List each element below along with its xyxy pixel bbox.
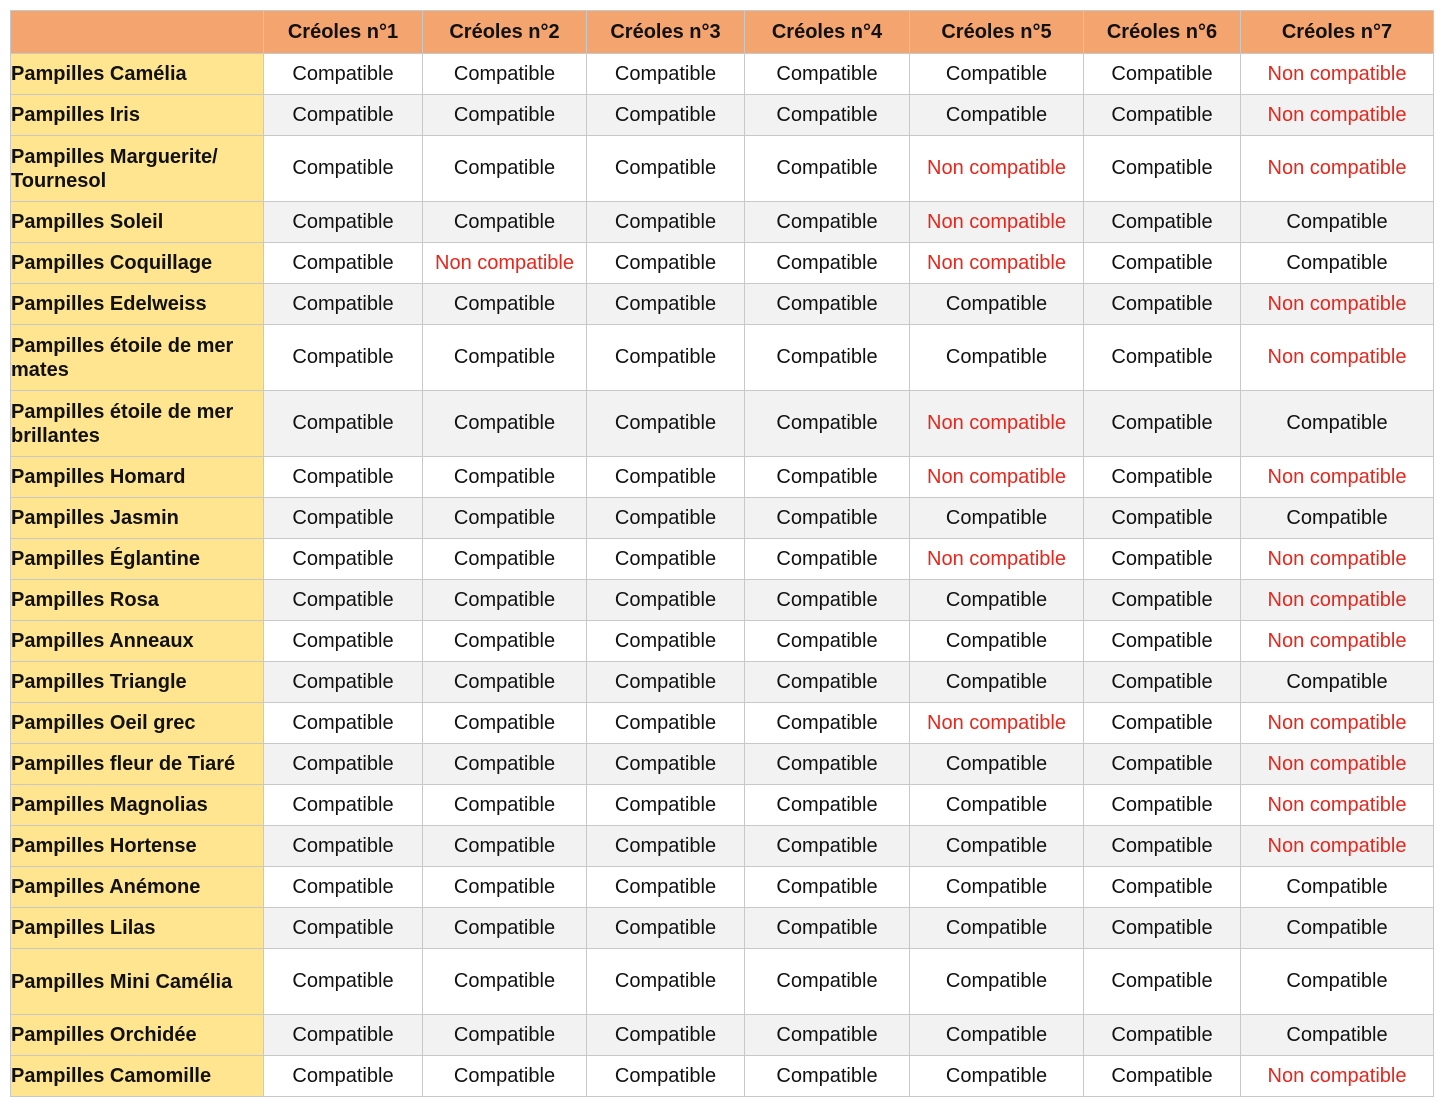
table-row <box>11 908 1434 949</box>
table-row <box>11 391 1434 457</box>
compatible-cell: Compatible <box>587 498 745 539</box>
compatible-cell: Compatible <box>1241 498 1434 539</box>
row-label: Pampilles Oeil grec <box>11 703 264 744</box>
table-row <box>11 202 1434 243</box>
row-label: Pampilles Jasmin <box>11 498 264 539</box>
compatible-cell: Compatible <box>910 621 1084 662</box>
compatible-cell: Compatible <box>264 1015 423 1056</box>
compatible-cell: Compatible <box>1241 908 1434 949</box>
non-compatible-cell: Non compatible <box>910 391 1084 457</box>
compatible-cell: Compatible <box>587 202 745 243</box>
compatible-cell: Compatible <box>587 54 745 95</box>
compatible-cell: Compatible <box>587 867 745 908</box>
compatible-cell: Compatible <box>745 284 910 325</box>
non-compatible-cell: Non compatible <box>1241 703 1434 744</box>
row-label: Pampilles Edelweiss <box>11 284 264 325</box>
compatible-cell: Compatible <box>423 95 587 136</box>
table-row <box>11 744 1434 785</box>
table-row <box>11 580 1434 621</box>
row-label: Pampilles Magnolias <box>11 785 264 826</box>
compatible-cell: Compatible <box>745 621 910 662</box>
row-label: Pampilles Soleil <box>11 202 264 243</box>
compatible-cell: Compatible <box>745 867 910 908</box>
compatible-cell: Compatible <box>1241 949 1434 1015</box>
row-label: Pampilles étoile de mer brillantes <box>11 391 264 457</box>
non-compatible-cell: Non compatible <box>1241 54 1434 95</box>
compatible-cell: Compatible <box>264 243 423 284</box>
compatible-cell: Compatible <box>745 136 910 202</box>
table-row <box>11 621 1434 662</box>
non-compatible-cell: Non compatible <box>1241 580 1434 621</box>
compatible-cell: Compatible <box>1084 243 1241 284</box>
compatible-cell: Compatible <box>1241 662 1434 703</box>
row-label: Pampilles Camélia <box>11 54 264 95</box>
table-row <box>11 785 1434 826</box>
compatible-cell: Compatible <box>264 785 423 826</box>
row-label: Pampilles Coquillage <box>11 243 264 284</box>
compatible-cell: Compatible <box>745 54 910 95</box>
table-row <box>11 95 1434 136</box>
compatible-cell: Compatible <box>1084 54 1241 95</box>
compatible-cell: Compatible <box>1241 202 1434 243</box>
column-header: Créoles n°3 <box>587 11 745 54</box>
table-row <box>11 325 1434 391</box>
compatible-cell: Compatible <box>910 662 1084 703</box>
row-label: Pampilles Orchidée <box>11 1015 264 1056</box>
compatible-cell: Compatible <box>1084 1015 1241 1056</box>
row-label: Pampilles Anémone <box>11 867 264 908</box>
compatible-cell: Compatible <box>745 744 910 785</box>
compatible-cell: Compatible <box>1084 284 1241 325</box>
compatible-cell: Compatible <box>910 785 1084 826</box>
compatible-cell: Compatible <box>423 54 587 95</box>
compatible-cell: Compatible <box>423 1056 587 1097</box>
compatible-cell: Compatible <box>264 325 423 391</box>
compatible-cell: Compatible <box>1241 391 1434 457</box>
compatible-cell: Compatible <box>1084 867 1241 908</box>
compatible-cell: Compatible <box>264 662 423 703</box>
compatible-cell: Compatible <box>1084 1056 1241 1097</box>
compatible-cell: Compatible <box>745 703 910 744</box>
compatible-cell: Compatible <box>745 1056 910 1097</box>
table-row <box>11 54 1434 95</box>
compatible-cell: Compatible <box>1241 867 1434 908</box>
compatible-cell: Compatible <box>910 580 1084 621</box>
non-compatible-cell: Non compatible <box>910 539 1084 580</box>
table-row <box>11 1056 1434 1097</box>
compatible-cell: Compatible <box>264 539 423 580</box>
compatible-cell: Compatible <box>1084 391 1241 457</box>
compatible-cell: Compatible <box>423 202 587 243</box>
compatible-cell: Compatible <box>1084 95 1241 136</box>
compatible-cell: Compatible <box>423 325 587 391</box>
compatible-cell: Compatible <box>264 949 423 1015</box>
row-label: Pampilles Lilas <box>11 908 264 949</box>
compatible-cell: Compatible <box>264 703 423 744</box>
compatible-cell: Compatible <box>1241 243 1434 284</box>
table-row <box>11 457 1434 498</box>
compatible-cell: Compatible <box>423 136 587 202</box>
non-compatible-cell: Non compatible <box>910 703 1084 744</box>
compatible-cell: Compatible <box>1084 136 1241 202</box>
table-body <box>11 54 1434 1097</box>
compatible-cell: Compatible <box>264 908 423 949</box>
table-row <box>11 867 1434 908</box>
row-label: Pampilles Iris <box>11 95 264 136</box>
compatible-cell: Compatible <box>587 703 745 744</box>
compatible-cell: Compatible <box>745 908 910 949</box>
row-label: Pampilles Homard <box>11 457 264 498</box>
table-row <box>11 826 1434 867</box>
compatible-cell: Compatible <box>1084 785 1241 826</box>
compatible-cell: Compatible <box>587 539 745 580</box>
compatible-cell: Compatible <box>745 662 910 703</box>
row-label: Pampilles fleur de Tiaré <box>11 744 264 785</box>
compatible-cell: Compatible <box>587 621 745 662</box>
compatible-cell: Compatible <box>264 54 423 95</box>
compatible-cell: Compatible <box>423 284 587 325</box>
column-header: Créoles n°7 <box>1241 11 1434 54</box>
compatible-cell: Compatible <box>910 284 1084 325</box>
compatible-cell: Compatible <box>745 498 910 539</box>
compatible-cell: Compatible <box>587 826 745 867</box>
column-header: Créoles n°6 <box>1084 11 1241 54</box>
compatible-cell: Compatible <box>587 95 745 136</box>
row-label: Pampilles Triangle <box>11 662 264 703</box>
row-label: Pampilles Anneaux <box>11 621 264 662</box>
non-compatible-cell: Non compatible <box>1241 284 1434 325</box>
compatible-cell: Compatible <box>910 498 1084 539</box>
row-label: Pampilles Camomille <box>11 1056 264 1097</box>
compatible-cell: Compatible <box>1084 202 1241 243</box>
row-label: Pampilles Mini Camélia <box>11 949 264 1015</box>
compatible-cell: Compatible <box>745 539 910 580</box>
compatible-cell: Compatible <box>264 136 423 202</box>
compatible-cell: Compatible <box>264 580 423 621</box>
compatible-cell: Compatible <box>910 95 1084 136</box>
compatible-cell: Compatible <box>587 744 745 785</box>
compatible-cell: Compatible <box>423 826 587 867</box>
compatible-cell: Compatible <box>587 949 745 1015</box>
table-row <box>11 284 1434 325</box>
non-compatible-cell: Non compatible <box>1241 325 1434 391</box>
compatibility-table <box>10 10 1434 1097</box>
compatible-cell: Compatible <box>423 703 587 744</box>
compatible-cell: Compatible <box>264 826 423 867</box>
table-row <box>11 136 1434 202</box>
compatible-cell: Compatible <box>1084 703 1241 744</box>
compatible-cell: Compatible <box>910 949 1084 1015</box>
compatible-cell: Compatible <box>264 744 423 785</box>
compatible-cell: Compatible <box>1084 744 1241 785</box>
compatible-cell: Compatible <box>423 662 587 703</box>
non-compatible-cell: Non compatible <box>910 243 1084 284</box>
row-label: Pampilles Rosa <box>11 580 264 621</box>
compatible-cell: Compatible <box>1084 580 1241 621</box>
compatible-cell: Compatible <box>587 391 745 457</box>
compatible-cell: Compatible <box>587 243 745 284</box>
non-compatible-cell: Non compatible <box>1241 539 1434 580</box>
row-label: Pampilles Marguerite/ Tournesol <box>11 136 264 202</box>
compatible-cell: Compatible <box>264 284 423 325</box>
column-header: Créoles n°5 <box>910 11 1084 54</box>
compatible-cell: Compatible <box>587 325 745 391</box>
compatible-cell: Compatible <box>910 744 1084 785</box>
compatible-cell: Compatible <box>910 54 1084 95</box>
compatible-cell: Compatible <box>587 1056 745 1097</box>
table-row <box>11 1015 1434 1056</box>
compatible-cell: Compatible <box>745 1015 910 1056</box>
compatible-cell: Compatible <box>1084 826 1241 867</box>
compatible-cell: Compatible <box>423 908 587 949</box>
compatible-cell: Compatible <box>423 867 587 908</box>
compatible-cell: Compatible <box>910 325 1084 391</box>
compatible-cell: Compatible <box>1241 1015 1434 1056</box>
compatible-cell: Compatible <box>910 1056 1084 1097</box>
compatible-cell: Compatible <box>745 580 910 621</box>
compatible-cell: Compatible <box>587 457 745 498</box>
compatible-cell: Compatible <box>264 867 423 908</box>
table-row <box>11 243 1434 284</box>
compatible-cell: Compatible <box>745 826 910 867</box>
non-compatible-cell: Non compatible <box>1241 457 1434 498</box>
table-row <box>11 498 1434 539</box>
compatible-cell: Compatible <box>587 908 745 949</box>
compatible-cell: Compatible <box>1084 325 1241 391</box>
compatible-cell: Compatible <box>264 202 423 243</box>
compatible-cell: Compatible <box>587 662 745 703</box>
compatible-cell: Compatible <box>423 498 587 539</box>
compatible-cell: Compatible <box>1084 662 1241 703</box>
non-compatible-cell: Non compatible <box>1241 136 1434 202</box>
table-row <box>11 662 1434 703</box>
non-compatible-cell: Non compatible <box>423 243 587 284</box>
compatible-cell: Compatible <box>264 457 423 498</box>
non-compatible-cell: Non compatible <box>1241 95 1434 136</box>
column-header: Créoles n°1 <box>264 11 423 54</box>
compatible-cell: Compatible <box>423 457 587 498</box>
compatible-cell: Compatible <box>423 391 587 457</box>
compatible-cell: Compatible <box>745 785 910 826</box>
non-compatible-cell: Non compatible <box>1241 621 1434 662</box>
compatible-cell: Compatible <box>910 908 1084 949</box>
row-label: Pampilles Églantine <box>11 539 264 580</box>
compatible-cell: Compatible <box>587 284 745 325</box>
table-row <box>11 539 1434 580</box>
table-row <box>11 949 1434 1015</box>
compatible-cell: Compatible <box>423 1015 587 1056</box>
table-row <box>11 703 1434 744</box>
compatible-cell: Compatible <box>745 391 910 457</box>
compatible-cell: Compatible <box>587 136 745 202</box>
header-row <box>11 11 1434 54</box>
compatible-cell: Compatible <box>745 202 910 243</box>
compatible-cell: Compatible <box>264 498 423 539</box>
column-header: Créoles n°2 <box>423 11 587 54</box>
corner-cell <box>11 11 264 54</box>
row-label: Pampilles Hortense <box>11 826 264 867</box>
non-compatible-cell: Non compatible <box>1241 744 1434 785</box>
compatible-cell: Compatible <box>1084 908 1241 949</box>
compatible-cell: Compatible <box>1084 498 1241 539</box>
compatible-cell: Compatible <box>745 95 910 136</box>
row-label: Pampilles étoile de mer mates <box>11 325 264 391</box>
compatible-cell: Compatible <box>745 457 910 498</box>
compatible-cell: Compatible <box>1084 457 1241 498</box>
column-header: Créoles n°4 <box>745 11 910 54</box>
compatible-cell: Compatible <box>910 826 1084 867</box>
compatible-cell: Compatible <box>910 867 1084 908</box>
non-compatible-cell: Non compatible <box>910 202 1084 243</box>
non-compatible-cell: Non compatible <box>1241 1056 1434 1097</box>
non-compatible-cell: Non compatible <box>910 136 1084 202</box>
non-compatible-cell: Non compatible <box>1241 785 1434 826</box>
non-compatible-cell: Non compatible <box>1241 826 1434 867</box>
non-compatible-cell: Non compatible <box>910 457 1084 498</box>
compatible-cell: Compatible <box>264 621 423 662</box>
compatible-cell: Compatible <box>264 391 423 457</box>
compatible-cell: Compatible <box>264 1056 423 1097</box>
compatible-cell: Compatible <box>1084 621 1241 662</box>
compatible-cell: Compatible <box>587 1015 745 1056</box>
compatible-cell: Compatible <box>423 539 587 580</box>
compatible-cell: Compatible <box>423 621 587 662</box>
compatible-cell: Compatible <box>1084 949 1241 1015</box>
compatible-cell: Compatible <box>745 243 910 284</box>
compatible-cell: Compatible <box>423 744 587 785</box>
compatible-cell: Compatible <box>745 949 910 1015</box>
compatible-cell: Compatible <box>587 785 745 826</box>
compatible-cell: Compatible <box>423 949 587 1015</box>
compatible-cell: Compatible <box>1084 539 1241 580</box>
compatible-cell: Compatible <box>423 580 587 621</box>
compatible-cell: Compatible <box>423 785 587 826</box>
compatible-cell: Compatible <box>745 325 910 391</box>
compatible-cell: Compatible <box>910 1015 1084 1056</box>
compatible-cell: Compatible <box>264 95 423 136</box>
compatible-cell: Compatible <box>587 580 745 621</box>
